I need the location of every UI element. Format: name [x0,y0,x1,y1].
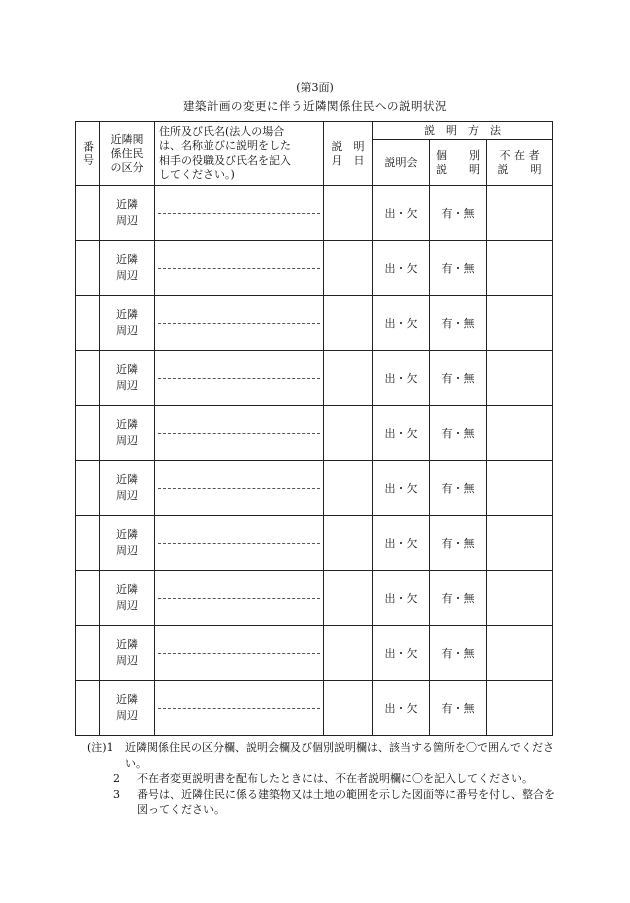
divider-dashed [158,268,320,269]
header-name-line: してください。) [159,168,235,181]
explanation-status-table [75,121,553,736]
individual-cell[interactable]: 有・無 [430,241,487,296]
category-cell[interactable] [100,461,155,516]
individual-cell[interactable]: 有・無 [430,351,487,406]
category-cell[interactable] [100,186,155,241]
category-cell[interactable] [100,406,155,461]
divider-dashed [158,543,320,544]
absent-cell[interactable] [487,516,553,571]
note-number: 2 [113,772,120,785]
category-option: 周辺 [116,709,138,722]
individual-cell[interactable]: 有・無 [430,571,487,626]
category-option: 周辺 [116,599,138,612]
notes [87,740,557,818]
header-category-line: 近隣関 [110,132,144,146]
absent-cell[interactable] [487,351,553,406]
category-option: 近隣 [116,583,138,596]
header-date-line: 月 日 [331,153,365,167]
category-cell[interactable] [100,681,155,736]
table-row [76,241,553,296]
number-cell[interactable] [76,351,100,406]
name-address-cell[interactable] [155,461,324,516]
header-individual-line: 説 明 [436,162,480,176]
divider-dashed [158,433,320,434]
table-row [76,681,553,736]
header-category-line: の区分 [110,160,144,174]
absent-cell[interactable] [487,296,553,351]
category-option: 近隣 [116,363,138,376]
category-option: 近隣 [116,638,138,651]
divider-dashed [158,653,320,654]
divider-dashed [158,213,320,214]
category-cell[interactable] [100,351,155,406]
date-cell[interactable] [324,241,373,296]
category-option: 近隣 [116,198,138,211]
header-individual [430,140,487,186]
header-number-label: 番号 [81,140,95,167]
name-address-cell[interactable] [155,296,324,351]
number-cell[interactable] [76,296,100,351]
note-text: 番号は、近隣住民に係る建築物又は土地の範囲を示した図面等に番号を付し、整合を図ってください。 [137,787,555,816]
header-name-line: 相手の役職及び氏名を記入 [159,153,291,167]
individual-cell[interactable]: 有・無 [430,681,487,736]
page-number: (第3面) [296,81,334,94]
meeting-cell[interactable]: 出・欠 [373,516,430,571]
name-address-cell[interactable] [155,241,324,296]
category-option: 周辺 [116,379,138,392]
number-cell[interactable] [76,186,100,241]
name-address-cell[interactable] [155,186,324,241]
divider-dashed [158,488,320,489]
table-row [76,626,553,681]
meeting-cell[interactable]: 出・欠 [373,296,430,351]
number-cell[interactable] [76,461,100,516]
number-cell[interactable] [76,516,100,571]
note-number: 3 [113,787,120,801]
name-address-cell[interactable] [155,571,324,626]
note-text: 不在者変更説明書を配布したときには、不在者説明欄に〇を記入してください。 [137,772,533,785]
divider-dashed [158,378,320,379]
name-address-cell[interactable] [155,626,324,681]
header-date-line: 説 明 [331,139,365,153]
number-cell[interactable] [76,681,100,736]
category-cell[interactable] [100,571,155,626]
date-cell[interactable] [324,186,373,241]
date-cell[interactable] [324,516,373,571]
absent-cell[interactable] [487,461,553,516]
table-row [76,296,553,351]
note-text: 近隣関係住民の区分欄、説明会欄及び個別説明欄は、該当する箇所を〇で囲んでください。 [125,741,554,770]
date-cell[interactable] [324,461,373,516]
divider-dashed [158,323,320,324]
header-absent [487,140,553,186]
category-option: 周辺 [116,434,138,447]
header-number [76,122,100,186]
name-address-cell[interactable] [155,351,324,406]
meeting-cell[interactable]: 出・欠 [373,241,430,296]
category-cell[interactable] [100,516,155,571]
absent-cell[interactable] [487,241,553,296]
name-address-cell[interactable] [155,516,324,571]
category-cell[interactable] [100,626,155,681]
date-cell[interactable] [324,681,373,736]
form-title: 建築計画の変更に伴う近隣関係住民への説明状況 [183,99,447,113]
category-option: 周辺 [116,324,138,337]
category-option: 近隣 [116,693,138,706]
date-cell[interactable] [324,296,373,351]
name-address-cell[interactable] [155,681,324,736]
number-cell[interactable] [76,571,100,626]
header-name-address [155,122,324,186]
meeting-cell[interactable]: 出・欠 [373,626,430,681]
category-option: 周辺 [116,214,138,227]
divider-dashed [158,708,320,709]
number-cell[interactable] [76,406,100,461]
header-category [100,122,155,186]
category-option: 周辺 [116,654,138,667]
header-category-line: 係住民 [110,146,144,160]
note-prefix: (注)1 [87,741,114,754]
meeting-cell[interactable]: 出・欠 [373,681,430,736]
category-option: 近隣 [116,473,138,486]
date-cell[interactable] [324,571,373,626]
absent-cell[interactable] [487,681,553,736]
divider-dashed [158,598,320,599]
meeting-cell[interactable]: 出・欠 [373,351,430,406]
header-date [324,122,373,186]
table-row [76,516,553,571]
absent-cell[interactable] [487,571,553,626]
category-option: 近隣 [116,308,138,321]
note-item-1 [87,740,557,771]
date-cell[interactable] [324,626,373,681]
individual-cell[interactable]: 有・無 [430,626,487,681]
number-cell[interactable] [76,626,100,681]
category-option: 近隣 [116,528,138,541]
category-option: 周辺 [116,269,138,282]
date-cell[interactable] [324,406,373,461]
absent-cell[interactable] [487,626,553,681]
number-cell[interactable] [76,241,100,296]
individual-cell[interactable]: 有・無 [430,516,487,571]
category-cell[interactable] [100,241,155,296]
table-row [76,186,553,241]
table-row [76,351,553,406]
individual-cell[interactable]: 有・無 [430,296,487,351]
absent-cell[interactable] [487,186,553,241]
meeting-cell[interactable]: 出・欠 [373,461,430,516]
table-row [76,571,553,626]
individual-cell[interactable]: 有・無 [430,406,487,461]
header-method: 説 明 方 法 [373,122,553,140]
header-absent-line: 不 在 者 [499,148,540,162]
note-item-3 [87,787,557,818]
category-cell[interactable] [100,296,155,351]
meeting-cell[interactable]: 出・欠 [373,571,430,626]
note-item-2 [87,771,557,787]
individual-cell[interactable]: 有・無 [430,186,487,241]
header-meeting: 説明会 [373,140,430,186]
category-option: 近隣 [116,253,138,266]
header-absent-line: 説 明 [497,162,542,176]
header-name-line: 住所及び氏名(法人の場合 [159,124,285,138]
header-individual-line: 個 別 [436,148,480,162]
table-row [76,406,553,461]
meeting-cell[interactable]: 出・欠 [373,406,430,461]
category-option: 周辺 [116,544,138,557]
table-row [76,461,553,516]
absent-cell[interactable] [487,406,553,461]
category-option: 近隣 [116,418,138,431]
header-name-line: は、名称並びに説明をした [159,139,291,152]
meeting-cell[interactable]: 出・欠 [373,186,430,241]
category-option: 周辺 [116,489,138,502]
individual-cell[interactable]: 有・無 [430,461,487,516]
date-cell[interactable] [324,351,373,406]
name-address-cell[interactable] [155,406,324,461]
